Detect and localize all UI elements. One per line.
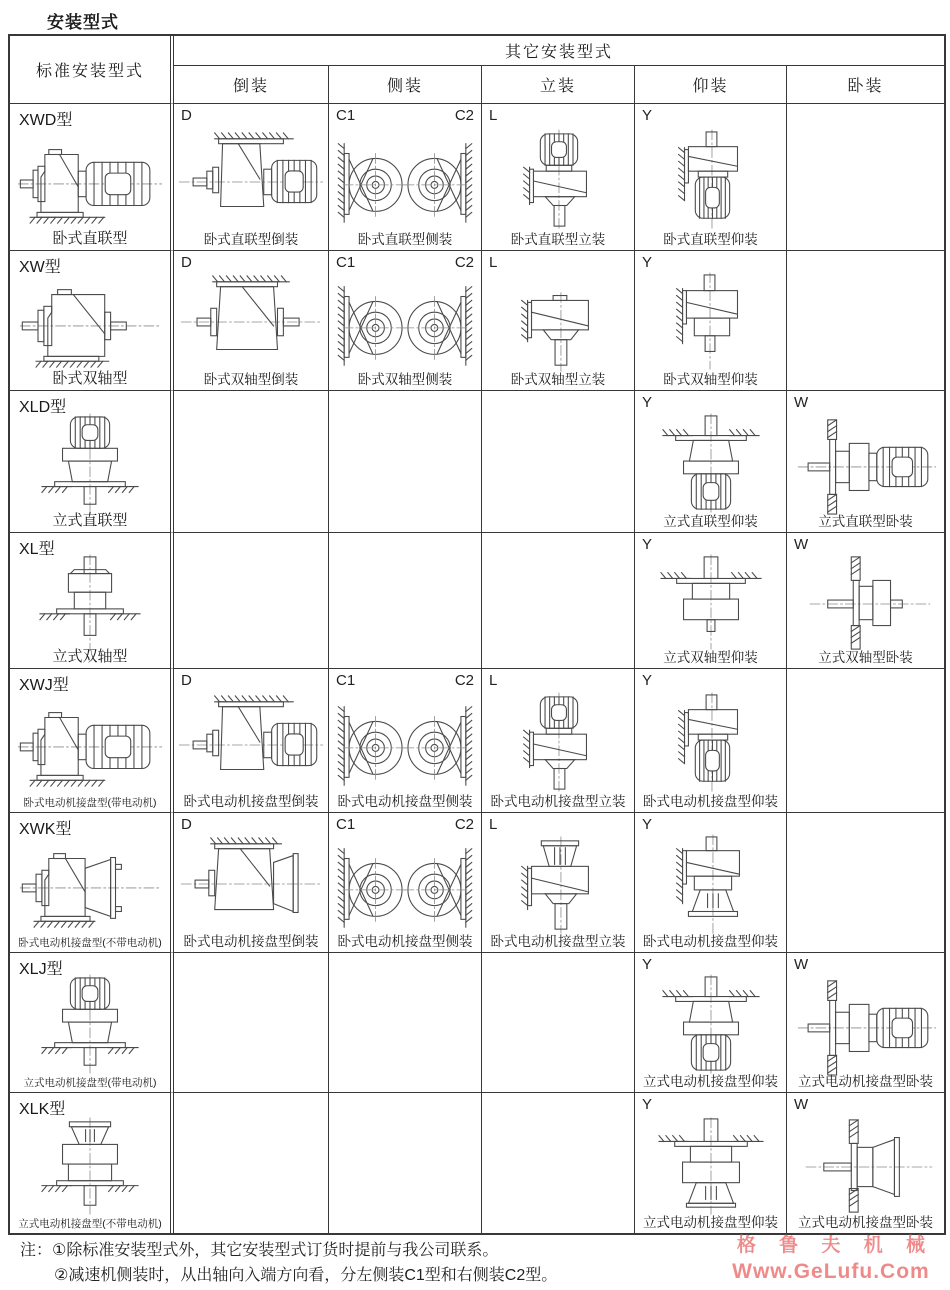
cell-caption: 卧式电动机接盘型倒装 — [183, 934, 319, 949]
note-item-1: ①除标准安装型式外，其它安装型式订货时提前与我公司联系。 — [52, 1242, 499, 1259]
model-cell — [10, 953, 174, 1093]
empty-cell — [482, 1093, 635, 1233]
cell-caption: 卧式电动机接盘型仰装 — [643, 934, 778, 949]
empty-cell — [329, 533, 482, 669]
v-bell-std-drawing — [15, 1114, 165, 1218]
cell-caption: 卧式直联型立装 — [510, 232, 606, 247]
cell-caption: 立式电动机接盘型仰装 — [643, 1074, 778, 1089]
y-motor-drawing — [636, 691, 786, 795]
cell-caption: 卧式双轴型仰装 — [663, 372, 758, 387]
variant-label: Y — [642, 254, 653, 271]
c1c2-drawing — [330, 271, 480, 375]
model-cell — [10, 533, 174, 669]
cell-caption: 卧式直联型 — [52, 230, 128, 247]
v-motor-y-drawing — [636, 412, 786, 516]
h-dual-std-drawing — [15, 271, 165, 375]
cell-caption: 卧式双轴型侧装 — [357, 372, 453, 387]
cell-caption: 立式直联型 — [52, 512, 128, 529]
l-motor-drawing — [483, 128, 633, 232]
cell-caption: 卧式双轴型立装 — [510, 372, 606, 387]
empty-cell — [174, 533, 329, 669]
header-sub-2: 侧装 — [329, 66, 482, 104]
c1c2-drawing — [330, 128, 480, 232]
variant-label: W — [794, 394, 809, 411]
model-cell — [10, 251, 174, 391]
cell-caption: 立式电动机接盘型仰装 — [643, 1215, 778, 1230]
empty-cell — [787, 251, 944, 391]
w-dual-drawing — [791, 551, 941, 655]
variant-cell — [635, 669, 787, 813]
variant-label: C1 — [336, 107, 356, 124]
variant-cell — [482, 251, 635, 391]
cell-caption: 卧式直联型仰装 — [663, 232, 758, 247]
variant-label: D — [181, 672, 192, 689]
h-bell-std-drawing — [15, 833, 165, 937]
cell-caption: 卧式双轴型 — [52, 370, 128, 387]
variant-label: Y — [642, 1096, 653, 1113]
variant-cell — [635, 251, 787, 391]
header-sub-1: 倒装 — [174, 66, 329, 104]
l-dual-drawing — [483, 271, 633, 375]
empty-cell — [482, 391, 635, 533]
empty-cell — [787, 104, 944, 251]
cell-caption: 立式电动机接盘型(不带电动机) — [18, 1218, 162, 1230]
variant-cell — [482, 104, 635, 251]
variant-cell — [482, 669, 635, 813]
model-label: XW型 — [19, 259, 61, 276]
variant-label: L — [489, 672, 498, 689]
empty-cell — [174, 391, 329, 533]
empty-cell — [174, 1093, 329, 1233]
header-standard-type: 标准安装型式 — [10, 36, 174, 104]
variant-label: L — [489, 107, 498, 124]
page-title: 安装型式 — [47, 13, 119, 32]
variant-cell — [635, 813, 787, 953]
h-motor-std-drawing — [15, 691, 165, 795]
h-motor-inv-drawing — [176, 691, 326, 795]
c1c2-drawing — [330, 833, 480, 937]
cell-caption: 立式电动机接盘型卧装 — [798, 1215, 933, 1230]
variant-label: D — [181, 107, 192, 124]
c1c2-drawing — [330, 691, 480, 795]
variant-cell — [482, 813, 635, 953]
model-label: XWK型 — [19, 821, 72, 838]
variant-label: W — [794, 536, 809, 553]
l-motor-drawing — [483, 691, 633, 795]
header-other-types: 其它安装型式 — [174, 36, 944, 66]
variant-cell — [174, 104, 329, 251]
variant-cell — [635, 391, 787, 533]
w-bell-drawing — [791, 1114, 941, 1218]
empty-cell — [329, 1093, 482, 1233]
v-dual-std-drawing — [15, 551, 165, 655]
header-sub-5: 卧装 — [787, 66, 944, 104]
model-label: XLJ型 — [19, 961, 63, 978]
variant-cell — [174, 669, 329, 813]
cell-caption: 卧式电动机接盘型倒装 — [183, 794, 319, 809]
empty-cell — [787, 669, 944, 813]
variant-label: Y — [642, 672, 653, 689]
model-cell — [10, 1093, 174, 1233]
variant-cell — [635, 1093, 787, 1233]
variant-label: C2 — [454, 107, 474, 124]
variant-cell — [174, 813, 329, 953]
variant-cell — [174, 251, 329, 391]
empty-cell — [482, 533, 635, 669]
variant-cell — [787, 391, 944, 533]
v-bell-y-drawing — [636, 1114, 786, 1218]
model-cell — [10, 391, 174, 533]
v-motor-std-drawing — [15, 973, 165, 1077]
y-motor-drawing — [636, 128, 786, 232]
note-line-1 — [20, 1238, 557, 1263]
model-label: XL型 — [19, 541, 55, 558]
variant-cell — [635, 533, 787, 669]
empty-cell — [329, 953, 482, 1093]
watermark-brand: 格 鲁 夫 机 械 — [736, 1235, 934, 1256]
note-prefix: 注： — [20, 1242, 53, 1259]
model-cell — [10, 813, 174, 953]
note-line-2 — [20, 1263, 557, 1288]
variant-label: W — [794, 1096, 809, 1113]
cell-caption: 卧式直联型倒装 — [203, 232, 299, 247]
cell-caption: 卧式直联型侧装 — [357, 232, 453, 247]
variant-cell — [787, 533, 944, 669]
header-sub-4: 仰装 — [635, 66, 787, 104]
model-label: XLD型 — [19, 399, 67, 416]
cell-caption: 立式直联型仰装 — [663, 514, 758, 529]
v-motor-std-drawing — [15, 412, 165, 516]
cell-caption: 卧式电动机接盘型立装 — [490, 934, 626, 949]
variant-label: Y — [642, 536, 653, 553]
variant-cell — [787, 1093, 944, 1233]
cell-caption: 卧式电动机接盘型侧装 — [337, 934, 473, 949]
variant-cell — [329, 251, 482, 391]
watermark-url: Www.GeLufu.Com — [732, 1260, 930, 1283]
empty-cell — [787, 813, 944, 953]
empty-cell — [174, 953, 329, 1093]
variant-label: Y — [642, 956, 653, 973]
y-dual-drawing — [636, 271, 786, 375]
variant-label: L — [489, 816, 498, 833]
variant-cell — [329, 813, 482, 953]
cell-caption: 卧式电动机接盘型(带电动机) — [23, 797, 157, 809]
variant-label: L — [489, 254, 498, 271]
variant-label: W — [794, 956, 809, 973]
variant-cell — [635, 953, 787, 1093]
variant-label: Y — [642, 816, 653, 833]
variant-cell — [329, 669, 482, 813]
variant-cell — [787, 953, 944, 1093]
model-cell — [10, 669, 174, 813]
cell-caption: 卧式电动机接盘型立装 — [490, 794, 626, 809]
h-motor-std-drawing — [15, 128, 165, 232]
l-bell-drawing — [483, 833, 633, 937]
model-label: XLK型 — [19, 1101, 66, 1118]
v-dual-y-drawing — [636, 551, 786, 655]
y-bell-drawing — [636, 833, 786, 937]
variant-cell — [635, 104, 787, 251]
variant-label: D — [181, 254, 192, 271]
cell-caption: 立式电动机接盘型(带电动机) — [23, 1077, 157, 1089]
cell-caption: 卧式电动机接盘型(不带电动机) — [18, 937, 162, 949]
variant-label: D — [181, 816, 192, 833]
notes — [20, 1238, 557, 1288]
empty-cell — [482, 953, 635, 1093]
cell-caption: 立式双轴型 — [52, 648, 128, 665]
cell-caption: 卧式电动机接盘型仰装 — [643, 794, 778, 809]
cell-caption: 卧式双轴型倒装 — [203, 372, 299, 387]
cell-caption: 卧式电动机接盘型侧装 — [337, 794, 473, 809]
variant-label: C1 — [336, 254, 356, 271]
w-motor-drawing — [791, 973, 941, 1077]
cell-caption: 立式直联型卧装 — [818, 514, 913, 529]
cell-caption: 立式电动机接盘型卧装 — [798, 1074, 933, 1089]
w-motor-drawing — [791, 412, 941, 516]
watermark — [728, 1233, 934, 1285]
cell-caption: 立式双轴型卧装 — [818, 650, 913, 665]
model-label: XWJ型 — [19, 677, 69, 694]
variant-cell — [329, 104, 482, 251]
h-dual-inv-drawing — [176, 271, 326, 375]
empty-cell — [329, 391, 482, 533]
mounting-type-table — [8, 34, 946, 1235]
h-motor-inv-drawing — [176, 128, 326, 232]
note-item-2: ②减速机侧装时，从出轴向入端方向看，分左侧装C1型和右侧装C2型。 — [54, 1267, 558, 1284]
v-motor-y-drawing — [636, 973, 786, 1077]
variant-label: Y — [642, 394, 653, 411]
variant-label: C1 — [336, 672, 356, 689]
h-bell-inv-drawing — [176, 833, 326, 937]
cell-caption: 立式双轴型仰装 — [663, 650, 758, 665]
header-sub-3: 立装 — [482, 66, 635, 104]
variant-label: C2 — [454, 672, 474, 689]
variant-label: Y — [642, 107, 653, 124]
model-label: XWD型 — [19, 112, 73, 129]
variant-label: C2 — [454, 254, 474, 271]
variant-label: C1 — [336, 816, 356, 833]
variant-label: C2 — [454, 816, 474, 833]
model-cell — [10, 104, 174, 251]
